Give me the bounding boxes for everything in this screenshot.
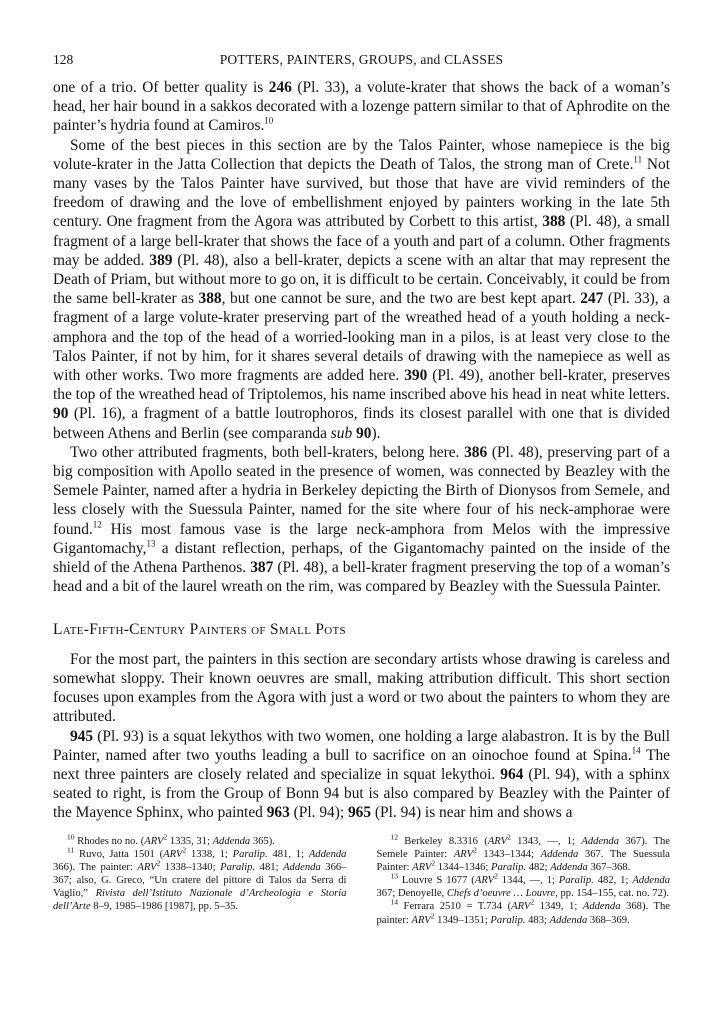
page-number: 128: [53, 52, 74, 67]
paragraph: For the most part, the painters in this section are secondary artists whose drawing is careless and somewhat sloppy. Their known oeuvres are small, making attribution difficult. This short section focuses upon examples from the Agora with just a word or two about the painters to whom they are attributed.: [53, 650, 670, 726]
body-text: [53, 78, 670, 823]
section-heading: Late-Fifth-Century Painters of Small Pots: [53, 621, 346, 639]
footnote: $^{12}$ Berkeley 8.3316 (ARV$^2$ 1343, —, 1; Addenda 367). The Semele Painter: ARV$^2$ 1343–1344; Addenda 367. The Suessula Painter: ARV$^2$ 1344–1346; Paralip. 482; Addenda 367–368.: [376, 832, 670, 874]
running-header: [53, 52, 670, 70]
paragraph: 945 (Pl. 93) is a squat lekythos with two women, one holding a large alabastron. It is by the Bull Painter, named after two youths leading a bull to sacrifice on an oinochoe found at Spina.$^{14}$ The next three painters are closely related and specialize in squat lekythoi. 964 (Pl. 94), with a sphinx seated to right, is from the Group of Bonn 94 but is also compared by Beazley with the Painter of the Mayence Sphinx, who painted 963 (Pl. 94); 965 (Pl. 94) is near him and shows a: [53, 727, 670, 822]
footnote: $^{11}$ Ruvo, Jatta 1501 (ARV$^2$ 1338, 1; Paralip. 481, 1; Addenda 366). The painter: ARV$^2$ 1338–1340; Paralip. 481; Addenda 366–367; also, G. Greco, “Un cratere del pittore di Talos da Serra di Vaglio,” Rivista dell’Istituto Nazionale d’Archeologia e Storia dell’Arte 8–9, 1985–1986 [1987], pp. 5–35.: [53, 845, 347, 913]
running-title: POTTERS, PAINTERS, GROUPS, and CLASSES: [219, 52, 504, 67]
footnote: $^{13}$ Louvre S 1677 (ARV$^2$ 1344, —, 1; Paralip. 482, 1; Addenda 367; Denoyelle, Chefs d’oeuvre … Louvre, pp. 154–155, cat. no. 72).: [376, 871, 670, 900]
footnotes: [53, 832, 670, 927]
paragraph: Two other attributed fragments, both bell-kraters, belong here. 386 (Pl. 48), preserving part of a big composition with Apollo seated in the presence of women, was connected by Beazley with the Semele Painter, named after a hydria in Berkeley depicting the Birth of Dionysos from Semele, and less closely with the Suessula Painter, named for the site where four of his neck-amphorae were found.$^{12}$ His most famous vase is the large neck-amphora from Melos with the impressive Gigantomachy,$^{13}$ a distant reflection, perhaps, of the Gigantomachy painted on the inside of the shield of the Athena Parthenos. 387 (Pl. 48), a bell-krater fragment preserving the top of a woman’s head and a bit of the laurel wreath on the rim, was compared by Beazley with the Suessula Painter.: [53, 443, 671, 596]
paragraph: Some of the best pieces in this section are by the Talos Painter, whose namepiece is the big volute-krater in the Jatta Collection that depicts the Death of Talos, the strong man of Crete.$^{11}$ Not many vases by the Talos Painter have survived, but those that have are vivid reminders of the freedom of drawing and the love of embellishment enjoyed by painters working in the late 5th century. One fragment from the Agora was attributed by Corbett to this artist, 388 (Pl. 48), a small fragment of a large bell-krater that shows the face of a youth and part of a column. Other fragments may be added. 389 (Pl. 48), also a bell-krater, depicts a scene with an altar that may represent the Death of Priam, but without more to go on, it is difficult to be certain. Conceivably, it could be from the same bell-krater as 388, but one cannot be sure, and the two are best kept apart. 247 (Pl. 33), a fragment of a large volute-krater preserving part of the wreathed head of a youth holding a neck-amphora and the top of the head of a worried-looking man in a pilos, is at least very close to the Talos Painter, if not by him, for it shares several details of drawing with the namepiece as well as with other works. Two more fragments are added here. 390 (Pl. 49), another bell-krater, preserves the top of the wreathed head of Triptolemos, his name inscribed above his head in neat white letters. 90 (Pl. 16), a fragment of a battle loutrophoros, finds its closest parallel with one that is divided between Athens and Berlin (see comparanda sub 90).: [53, 136, 671, 442]
paragraph: one of a trio. Of better quality is 246 (Pl. 33), a volute-krater that shows the back of a woman’s head, her hair bound in a sakkos decorated with a lozenge pattern similar to that of Aphrodite on the painter’s hydria found at Camiros.$^{10}$: [53, 79, 670, 135]
footnote: $^{14}$ Ferrara 2510 = T.734 (ARV$^2$ 1349, 1; Addenda 368). The painter: ARV$^2$ 1349–1351; Paralip. 483; Addenda 368–369.: [376, 897, 670, 926]
footnote: $^{10}$ Rhodes no no. (ARV$^2$ 1335, 31; Addenda 365).: [67, 832, 275, 847]
